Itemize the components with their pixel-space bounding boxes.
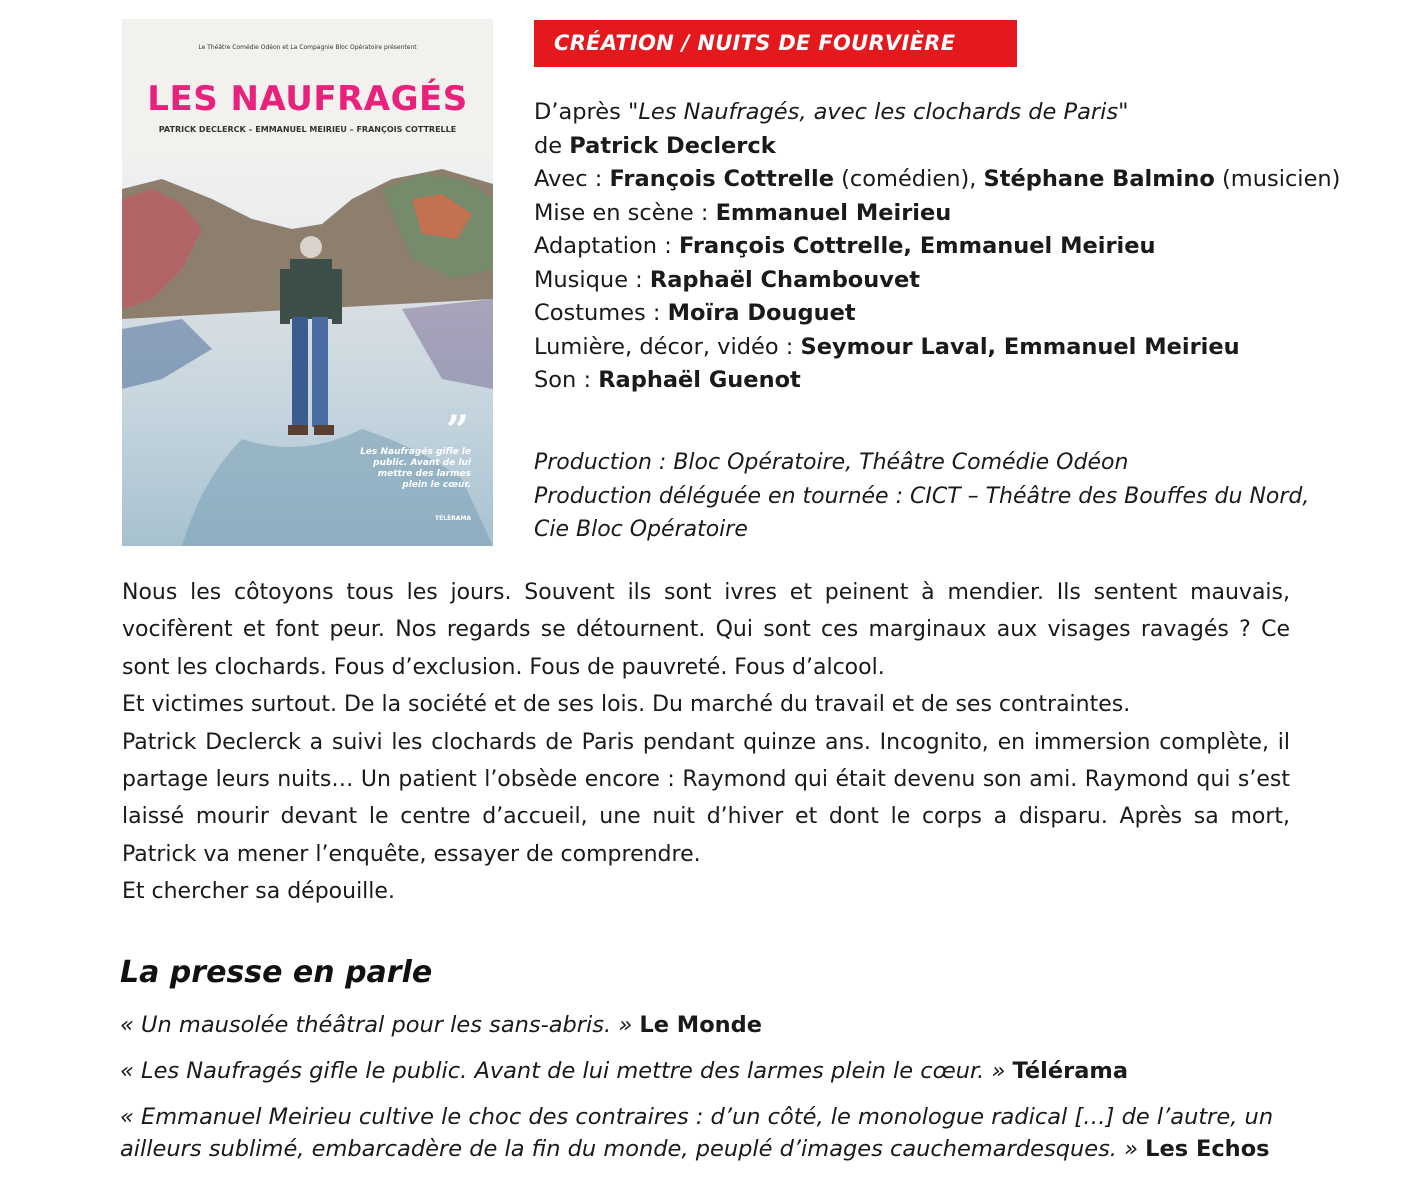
production-block xyxy=(534,446,1394,547)
synopsis-paragraph-1: Nous les côtoyons tous les jours. Souvent ils sont ivres et peinent à mendier. Ils sentent mauvais, vocifèrent et font peur. Nos regards se détournent. Qui sont ces marginaux aux visages ravagés ? Ce sont les clochards. Fous d’exclusion. Fous de pauvreté. Fous d’alcool. xyxy=(122,580,1290,680)
credit-lighting: Lumière, décor, vidéo : Seymour Laval, Emmanuel Meirieu xyxy=(534,333,1240,360)
production-tour-line: Production déléguée en tournée : CICT – Théâtre des Bouffes du Nord, xyxy=(534,483,1310,509)
credits-block xyxy=(534,96,1394,398)
poster-credit-line: Le Théâtre Comédie Odéon et La Compagnie Bloc Opératoire présentent xyxy=(198,44,417,51)
synopsis-paragraph-4: Et chercher sa dépouille. xyxy=(122,879,395,905)
press-heading: La presse en parle xyxy=(120,955,433,990)
category-banner xyxy=(534,20,1017,67)
show-poster xyxy=(122,19,493,546)
banner-label: CRÉATION / NUITS DE FOURVIÈRE xyxy=(554,31,956,55)
poster-quote-mark: ” xyxy=(445,407,469,454)
credit-cast: Avec : François Cottrelle (comédien), Stéphane Balmino (musicien) xyxy=(534,166,1341,192)
press-quote-1: « Un mausolée théâtral pour les sans-abris. » Le Monde xyxy=(120,1012,763,1038)
production-company-line: Cie Bloc Opératoire xyxy=(534,517,748,542)
credit-adaptation: Adaptation : François Cottrelle, Emmanuel Meirieu xyxy=(534,233,1156,259)
poster-title: LES NAUFRAGÉS xyxy=(147,79,468,119)
credit-source: D’après "Les Naufragés, avec les clochards de Paris" xyxy=(534,99,1129,125)
credit-author: de Patrick Declerck xyxy=(534,132,776,159)
poster-authors: PATRICK DECLERCK – EMMANUEL MEIRIEU – FRANÇOIS COTTRELLE xyxy=(158,125,457,134)
poster-quote-source: TÉLÉRAMA xyxy=(435,515,471,522)
credit-direction: Mise en scène : Emmanuel Meirieu xyxy=(534,199,952,226)
synopsis-paragraph-3: Patrick Declerck a suivi les clochards de Paris pendant quinze ans. Incognito, en immersion complète, il partage leurs nuits… Un patient l’obsède encore : Raymond qui était devenu son ami. Raymond qui s’est laissé mourir devant le centre d’accueil, une nuit d’hiver et dont le corps a disparu. Après sa mort, Patrick va mener l’enquête, essayer de comprendre. xyxy=(122,729,1290,867)
press-quote-2: « Les Naufragés gifle le public. Avant de lui mettre des larmes plein le cœur. » Télérama xyxy=(120,1058,1129,1084)
credit-music: Musique : Raphaël Chambouvet xyxy=(534,266,920,293)
production-line: Production : Bloc Opératoire, Théâtre Comédie Odéon xyxy=(534,450,1129,475)
credit-costumes: Costumes : Moïra Douguet xyxy=(534,300,856,326)
synopsis xyxy=(122,574,1290,911)
press-quote-3: « Emmanuel Meirieu cultive le choc des contraires : d’un côté, le monologue radical […] de l’autre, un ailleurs sublimé, embarcadère de la fin du monde, peuplé d’images cauchemardesques. » Les Echos xyxy=(120,1104,1274,1162)
credit-sound: Son : Raphaël Guenot xyxy=(534,367,801,393)
synopsis-paragraph-2: Et victimes surtout. De la société et de ses lois. Du marché du travail et de ses contraintes. xyxy=(122,692,1131,718)
poster-quote: Les Naufragés gifle le public. Avant de lui mettre des larmes plein le cœur. xyxy=(360,447,471,490)
